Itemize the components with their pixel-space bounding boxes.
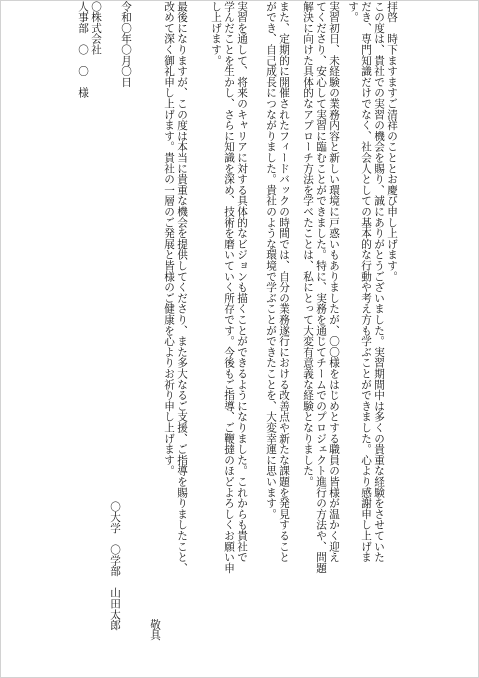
body-line: 改めて深く御礼申し上げます。貴社の一層のご発展と皆様のご健康を心よりお祈り申し上げます。 bbox=[163, 1, 175, 477]
body-line: てくださり、安心して実習に臨むことができました。特に、実務を通じてチームでのプロジェクト進行の方法や、問題 bbox=[315, 1, 327, 574]
greeting-line: 拝啓 時下ますますご清祥のこととお慶び申し上げます。 bbox=[386, 1, 398, 282]
body-line: し上げます。 bbox=[210, 1, 222, 66]
body-line: ができ、自己成長につながりました。貴社のような環境で学ぶことができたことを、大変幸運に思います。 bbox=[265, 1, 277, 520]
body-line: 解決に向けた具体的なアプローチ方法を学べたことは、私にとって大変有意義な経験となりました。 bbox=[302, 1, 314, 487]
body-line: 実習初日、未経験の業務内容と新しい環境に戸惑いもありましたが、〇〇様をはじめとする職員の皆様が温かく迎え bbox=[328, 1, 340, 563]
sender-name: 〇大学 〇学部 山田太郎 bbox=[109, 501, 121, 631]
recipient-person: 人事部 〇 〇 様 bbox=[77, 1, 89, 99]
recipient-company: 〇株式会社 bbox=[90, 1, 102, 55]
body-line: この度は、貴社での実習の機会を賜り、誠にありがとうございました。実習期間中は多くの貴重な経験をさせていた bbox=[373, 1, 385, 563]
closing: 敬具 bbox=[149, 619, 161, 641]
body-line: 実習を通して、将来のキャリアに対する具体的なビジョンも描くことができるようになりました。これからも貴社で bbox=[236, 1, 248, 563]
body-line: また、定期的に開催されたフィードバックの時間では、自分の業務遂行における改善点や新たな課題を発見すること bbox=[278, 1, 290, 563]
body-line: す。 bbox=[347, 1, 359, 23]
body-line: 学んだことを生かし、さらに知識を深め、技術を磨いていく所存です。今後もご指導、ご鞭撻のほどよろしくお願い申 bbox=[223, 1, 235, 574]
body-line: だき、専門知識だけでなく、社会人としての基本的な行動や考え方も学ぶことができました。心より感謝申し上げま bbox=[360, 1, 372, 563]
body-line: 最後になりますが、この度は本当に貴重な機会を提供してくださり、また多大なるご支援、ご指導を賜りましたこと、 bbox=[176, 1, 188, 574]
date: 令和〇年〇月〇日 bbox=[120, 1, 132, 88]
